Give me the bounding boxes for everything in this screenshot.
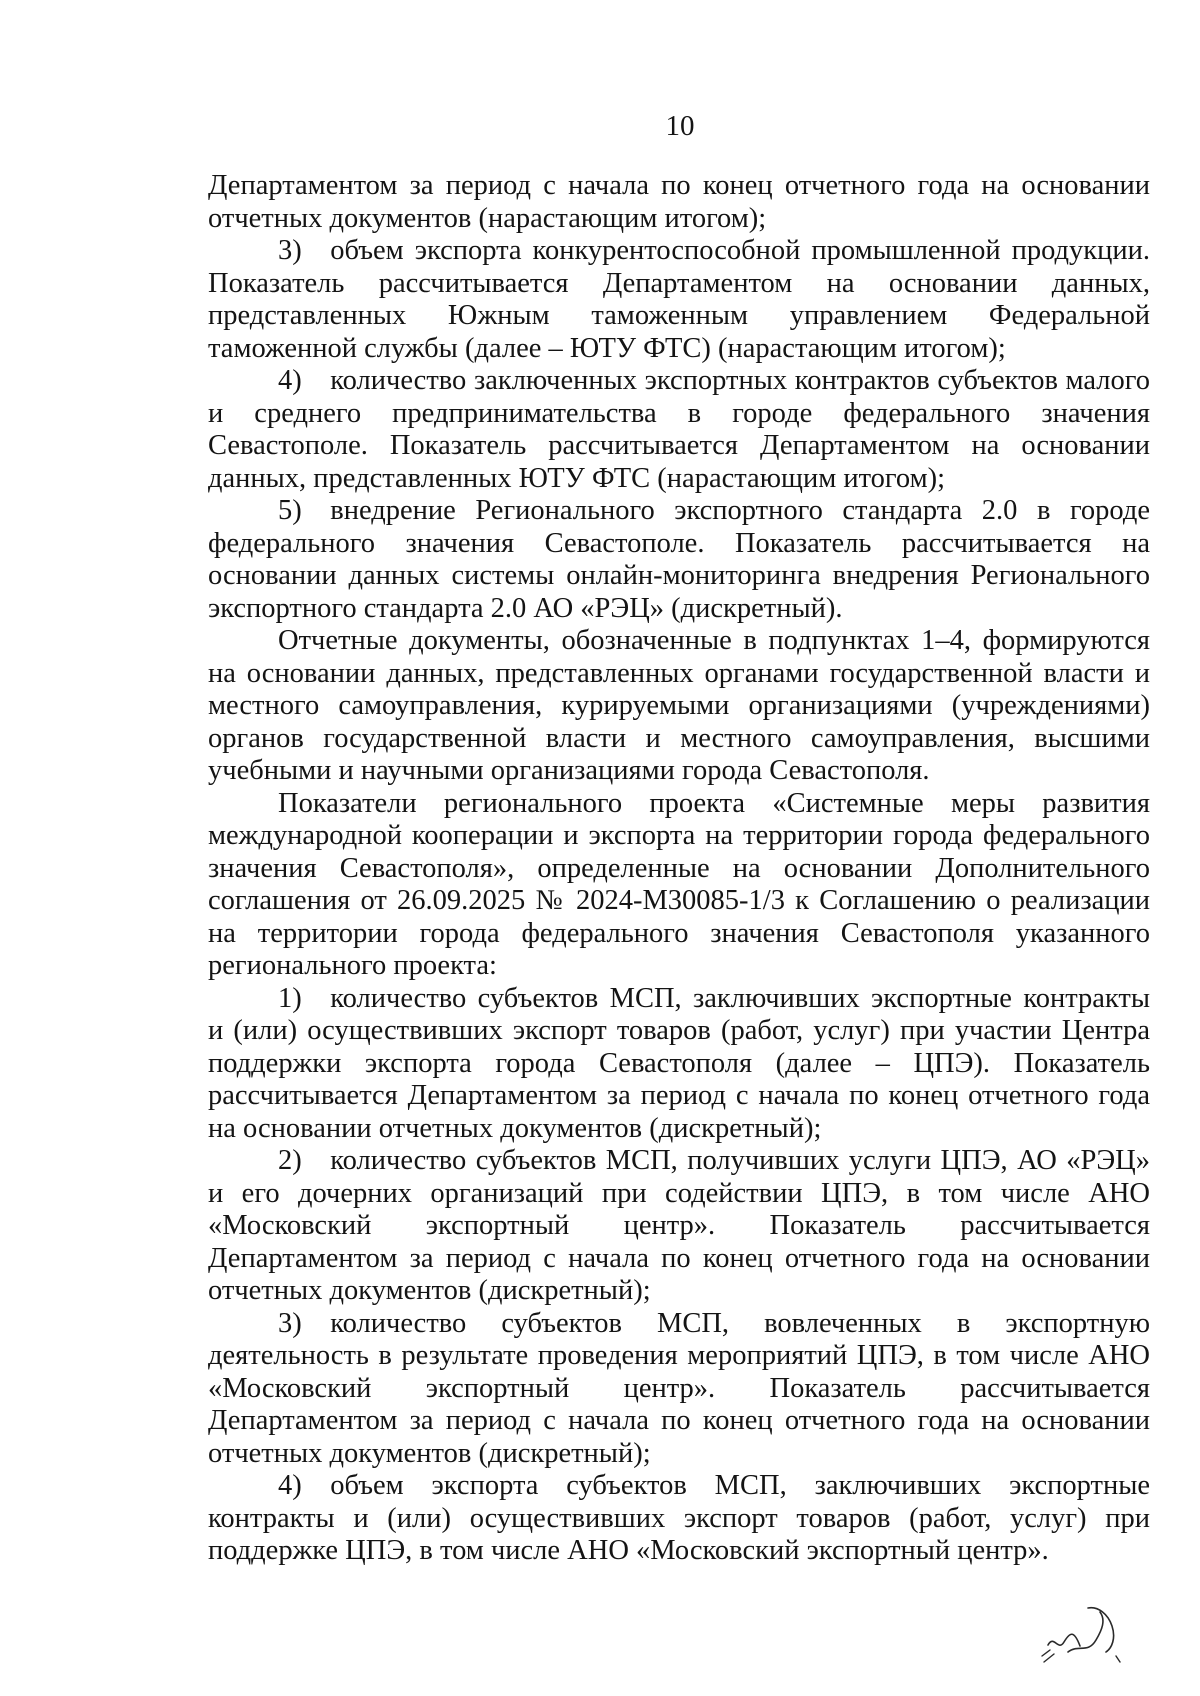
paragraph-continuation: Департаментом за период с начала по конец отчетного года на основании отчетных документов (нарастающим итогом); (208, 170, 1150, 234)
list-item-indicator-3: 3) объем экспорта конкурентоспособной промышленной продукции. Показатель рассчитывается Департаментом на основании данных, представленных Южным таможенным управлением Федеральной таможенной службы (далее – ЮТУ ФТС) (нарастающим итогом); (208, 235, 1150, 364)
paragraph-reporting-documents: Отчетные документы, обозначенные в подпунктах 1–4, формируются на основании данных, представленных органами государственной власти и местного самоуправления, курируемыми организациями (учреждениями) органов государственной власти и местного самоуправления, высшими учебными и научными организациями города Севастополя. (208, 625, 1150, 786)
paragraph-regional-project: Показатели регионального проекта «Системные меры развития международной кооперации и экспорта на территории города федерального значения Севастополя», определенные на основании Дополнительного соглашения от 26.09.2025 № 2024-М30085-1/3 к Соглашению о реализации на территории города федерального значения Севастополя указанного регионального проекта: (208, 787, 1150, 981)
list-item-msp-2: 2) количество субъектов МСП, получивших услуги ЦПЭ, АО «РЭЦ» и его дочерних организаций при содействии ЦПЭ, в том числе АНО «Московский экспортный центр». Показатель рассчитывается Департаментом за период с начала по конец отчетного года на основании отчетных документов (дискретный); (208, 1145, 1150, 1306)
list-item-indicator-5: 5) внедрение Регионального экспортного стандарта 2.0 в городе федерального значения Севастополе. Показатель рассчитывается на основании данных системы онлайн-мониторинга внедрения Регионального экспортного стандарта 2.0 АО «РЭЦ» (дискретный). (208, 495, 1150, 624)
list-item-msp-4: 4) объем экспорта субъектов МСП, заключивших экспортные контракты и (или) осуществивших экспорт товаров (работ, услуг) при поддержке ЦПЭ, в том числе АНО «Московский экспортный центр». (208, 1470, 1150, 1566)
list-item-msp-1: 1) количество субъектов МСП, заключивших экспортные контракты и (или) осуществивших экспорт товаров (работ, услуг) при участии Центра поддержки экспорта города Севастополя (далее – ЦПЭ). Показатель рассчитывается Департаментом за период с начала по конец отчетного года на основании отчетных документов (дискретный); (208, 982, 1150, 1144)
list-item-indicator-4: 4) количество заключенных экспортных контрактов субъектов малого и среднего предпринимательства в городе федерального значения Севастополе. Показатель рассчитывается Департаментом на основании данных, представленных ЮТУ ФТС (нарастающим итогом); (208, 365, 1150, 494)
list-item-msp-3: 3) количество субъектов МСП, вовлеченных в экспортную деятельность в результате проведения мероприятий ЦПЭ, в том числе АНО «Московский экспортный центр». Показатель рассчитывается Департаментом за период с начала по конец отчетного года на основании отчетных документов (дискретный); (208, 1307, 1150, 1469)
document-body (208, 170, 1150, 1568)
handwritten-initials (1028, 1590, 1138, 1670)
page-number: 10 (665, 110, 695, 142)
